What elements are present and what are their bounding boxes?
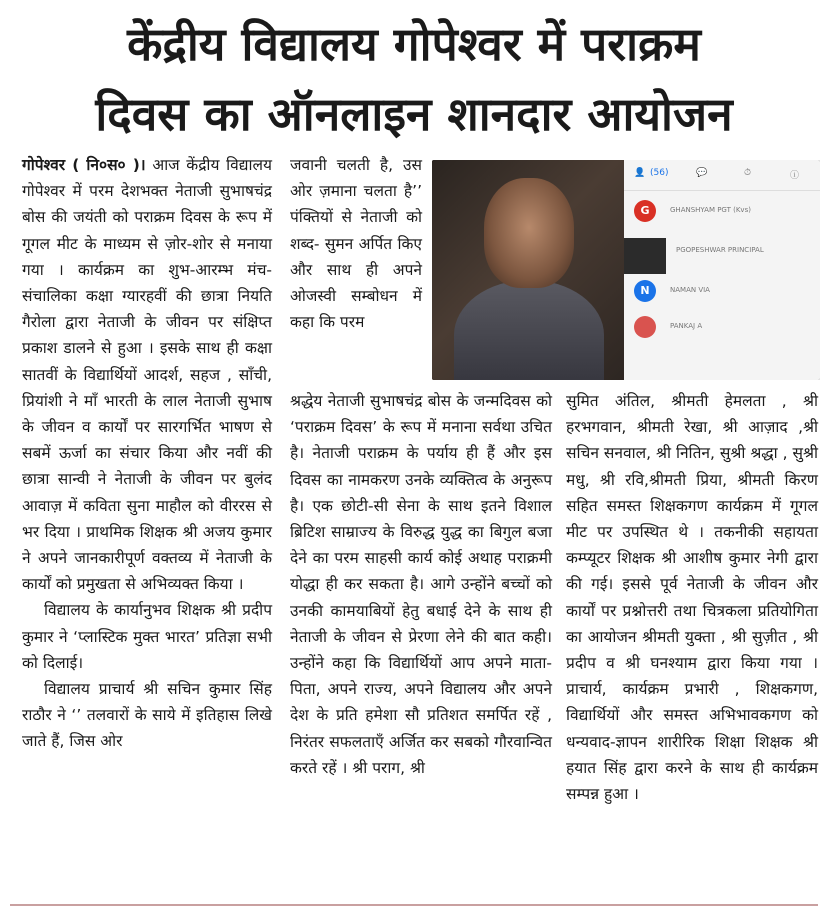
bottom-rule [10,904,818,910]
participant-row [624,310,820,348]
column-3-text: सुमित अंतिल, श्रीमती हेमलता , श्री हरभगवान, श्रीमती रेखा, श्री आज़ाद ,श्री सचिन सनवाल, श्री नितिन, सुश्री श्रद्धा , सुश्री मधु, श्री रवि,श्रीमती प्रिया, श्रीमती किरण सहित समस्त शिक्षकगण कार्यक्रम में गूगल मीट पर उपस्थित थे । तकनीकी सहायता कम्प्यूटर शिक्षक श्री आशीष कुमार नेगी द्वारा की गई। इससे पूर्व नेताजी के जीवन और कार्यों पर प्रश्नोत्तरी तथा चित्रकला प्रतियोगिता का आयोजन श्रीमती युक्ता , श्री सुज़ीत , श्री प्रदीप व श्री घनश्याम द्वारा किया गया । प्राचार्य, कार्यक्रम प्रभारी , शिक्षकगण, विद्यार्थियों और समस्त अभिभावकगण को धन्यवाद-ज्ञापन शारीरिक शिक्षा शिक्षक श्री हयात सिंह द्वारा करने के साथ ही कार्यक्रम सम्पन्न हुआ । [566,392,818,804]
participant-row [624,274,820,312]
column-2-bottom-text: श्रद्धेय नेताजी सुभाषचंद्र बोस के जन्मदिवस को ‘पराक्रम दिवस’ के रूप में मनाना सर्वथा उचित है। नेताजी पराक्रम के पर्याय ही हैं और इस दिवस का नामकरण उनके व्यक्तित्व के अनुरूप है। एक छोटी-सी सेना के साथ इतने विशाल ब्रिटिश साम्राज्य के विरुद्ध युद्ध का बिगुल बजा देने का परम साहसी कार्य कोई अथाह पराक्रमी योद्धा ही कर सकता है। आगे उन्होंने बच्चों को उनकी कामयाबियों हेतु बधाई देने के साथ ही नेताजी के जीवन से प्रेरणा लेने की बात कही। उन्होंने कहा कि विद्यार्थियों आप अपने माता-पिता, अपने राज्य, अपने विद्यालय और अपने देश के प्रति हमेशा सौ प्रतिशत समर्पित रहें , निरंतर सफलताएँ अर्जित कर सबको गौरवान्वित करते रहें । श्री पराग, श्री [290,392,552,777]
participant-name: GHANSHYAM PGT (Kvs) [670,206,751,214]
speaker-body [454,280,604,380]
paragraph-2: विद्यालय के कार्यानुभव शिक्षक श्री प्रदीप कुमार ने ‘प्लास्टिक मुक्त भारत’ प्रतिज्ञा सभी को दिलाई। [22,601,272,672]
clock-icon: ⏱ [744,168,752,178]
headline-line-1: केंद्रीय विद्यालय गोपेश्वर में पराक्रम [127,17,701,71]
participant-row [624,234,820,272]
participant-row [624,194,820,232]
article-column-3 [566,388,818,807]
participant-name: PANKAJ A [670,322,703,330]
paragraph-1 [22,152,272,597]
article-column-1 [22,152,272,755]
meet-screenshot-photo [432,160,820,380]
avatar: N [634,280,656,302]
participant-name: NAMAN VIA [670,286,710,294]
headline-line-2: दिवस का ऑनलाइन शानदार आयोजन [95,87,733,141]
panel-tabs [624,160,820,191]
dateline: गोपेश्वर ( नि०स० )। [22,156,146,174]
speaker-head [484,178,574,288]
participant-name: PGOPESHWAR PRINCIPAL [676,246,764,254]
people-icon: 👤 [634,168,646,178]
avatar [634,316,656,338]
info-icon: ⓘ [790,171,800,181]
article-column-2-bottom [290,388,552,781]
paragraph-1-text: आज केंद्रीय विद्यालय गोपेश्वर में परम देशभक्त नेताजी सुभाषचंद्र बोस की जयंती को पराक्रम दिवस के रूप में गूगल मीट के माध्यम से ज़ोर-शोर से मनाया गया । कार्यक्रम का शुभ-आरम्भ मंच-संचालिका कक्षा ग्यारहवीं की छात्रा नियति गैरोला द्वारा नेताजी के जीवन पर संक्षिप्त प्रकाश डालने से हुआ । इसके साथ ही कक्षा सातवीं के विद्यार्थियों आदर्श, सहज , साँची, प्रियांशी ने माँ भारती के लाल नेताजी सुभाष के जीवन व कार्यों पर सारगर्भित भाषण से सबमें ऊर्जा का संचार किया और नवीं की छात्रा सान्वी ने नेताजी के जीवन पर बुलंद आवाज़ में कविता सुना माहौल को वीररस से भर दिया । प्राथमिक शिक्षक श्री अजय कुमार ने अपने जानकारीपूर्ण वक्तव्य में नेताजी के कार्यों को प्रमुखता से अभिव्यक्त किया । [22,156,272,594]
article-column-2-top [290,152,422,335]
avatar: G [634,200,656,222]
participants-panel [624,160,820,380]
column-2-top-text: जवानी चलती है, उस ओर ज़माना चलता है’’ पंक्तियों से नेताजी को शब्द- सुमन अर्पित किए और साथ ही अपने ओजस्वी सम्बोधन में कहा कि परम [290,156,422,332]
speaker-video [432,160,624,380]
participant-count: (56) [650,168,669,178]
paragraph-3: विद्यालय प्राचार्य श्री सचिन कुमार सिंह राठौर ने ‘’ तलवारों के साये में इतिहास लिखे जाते हैं, जिस ओर [22,680,272,751]
chat-icon: 💬 [696,168,708,178]
